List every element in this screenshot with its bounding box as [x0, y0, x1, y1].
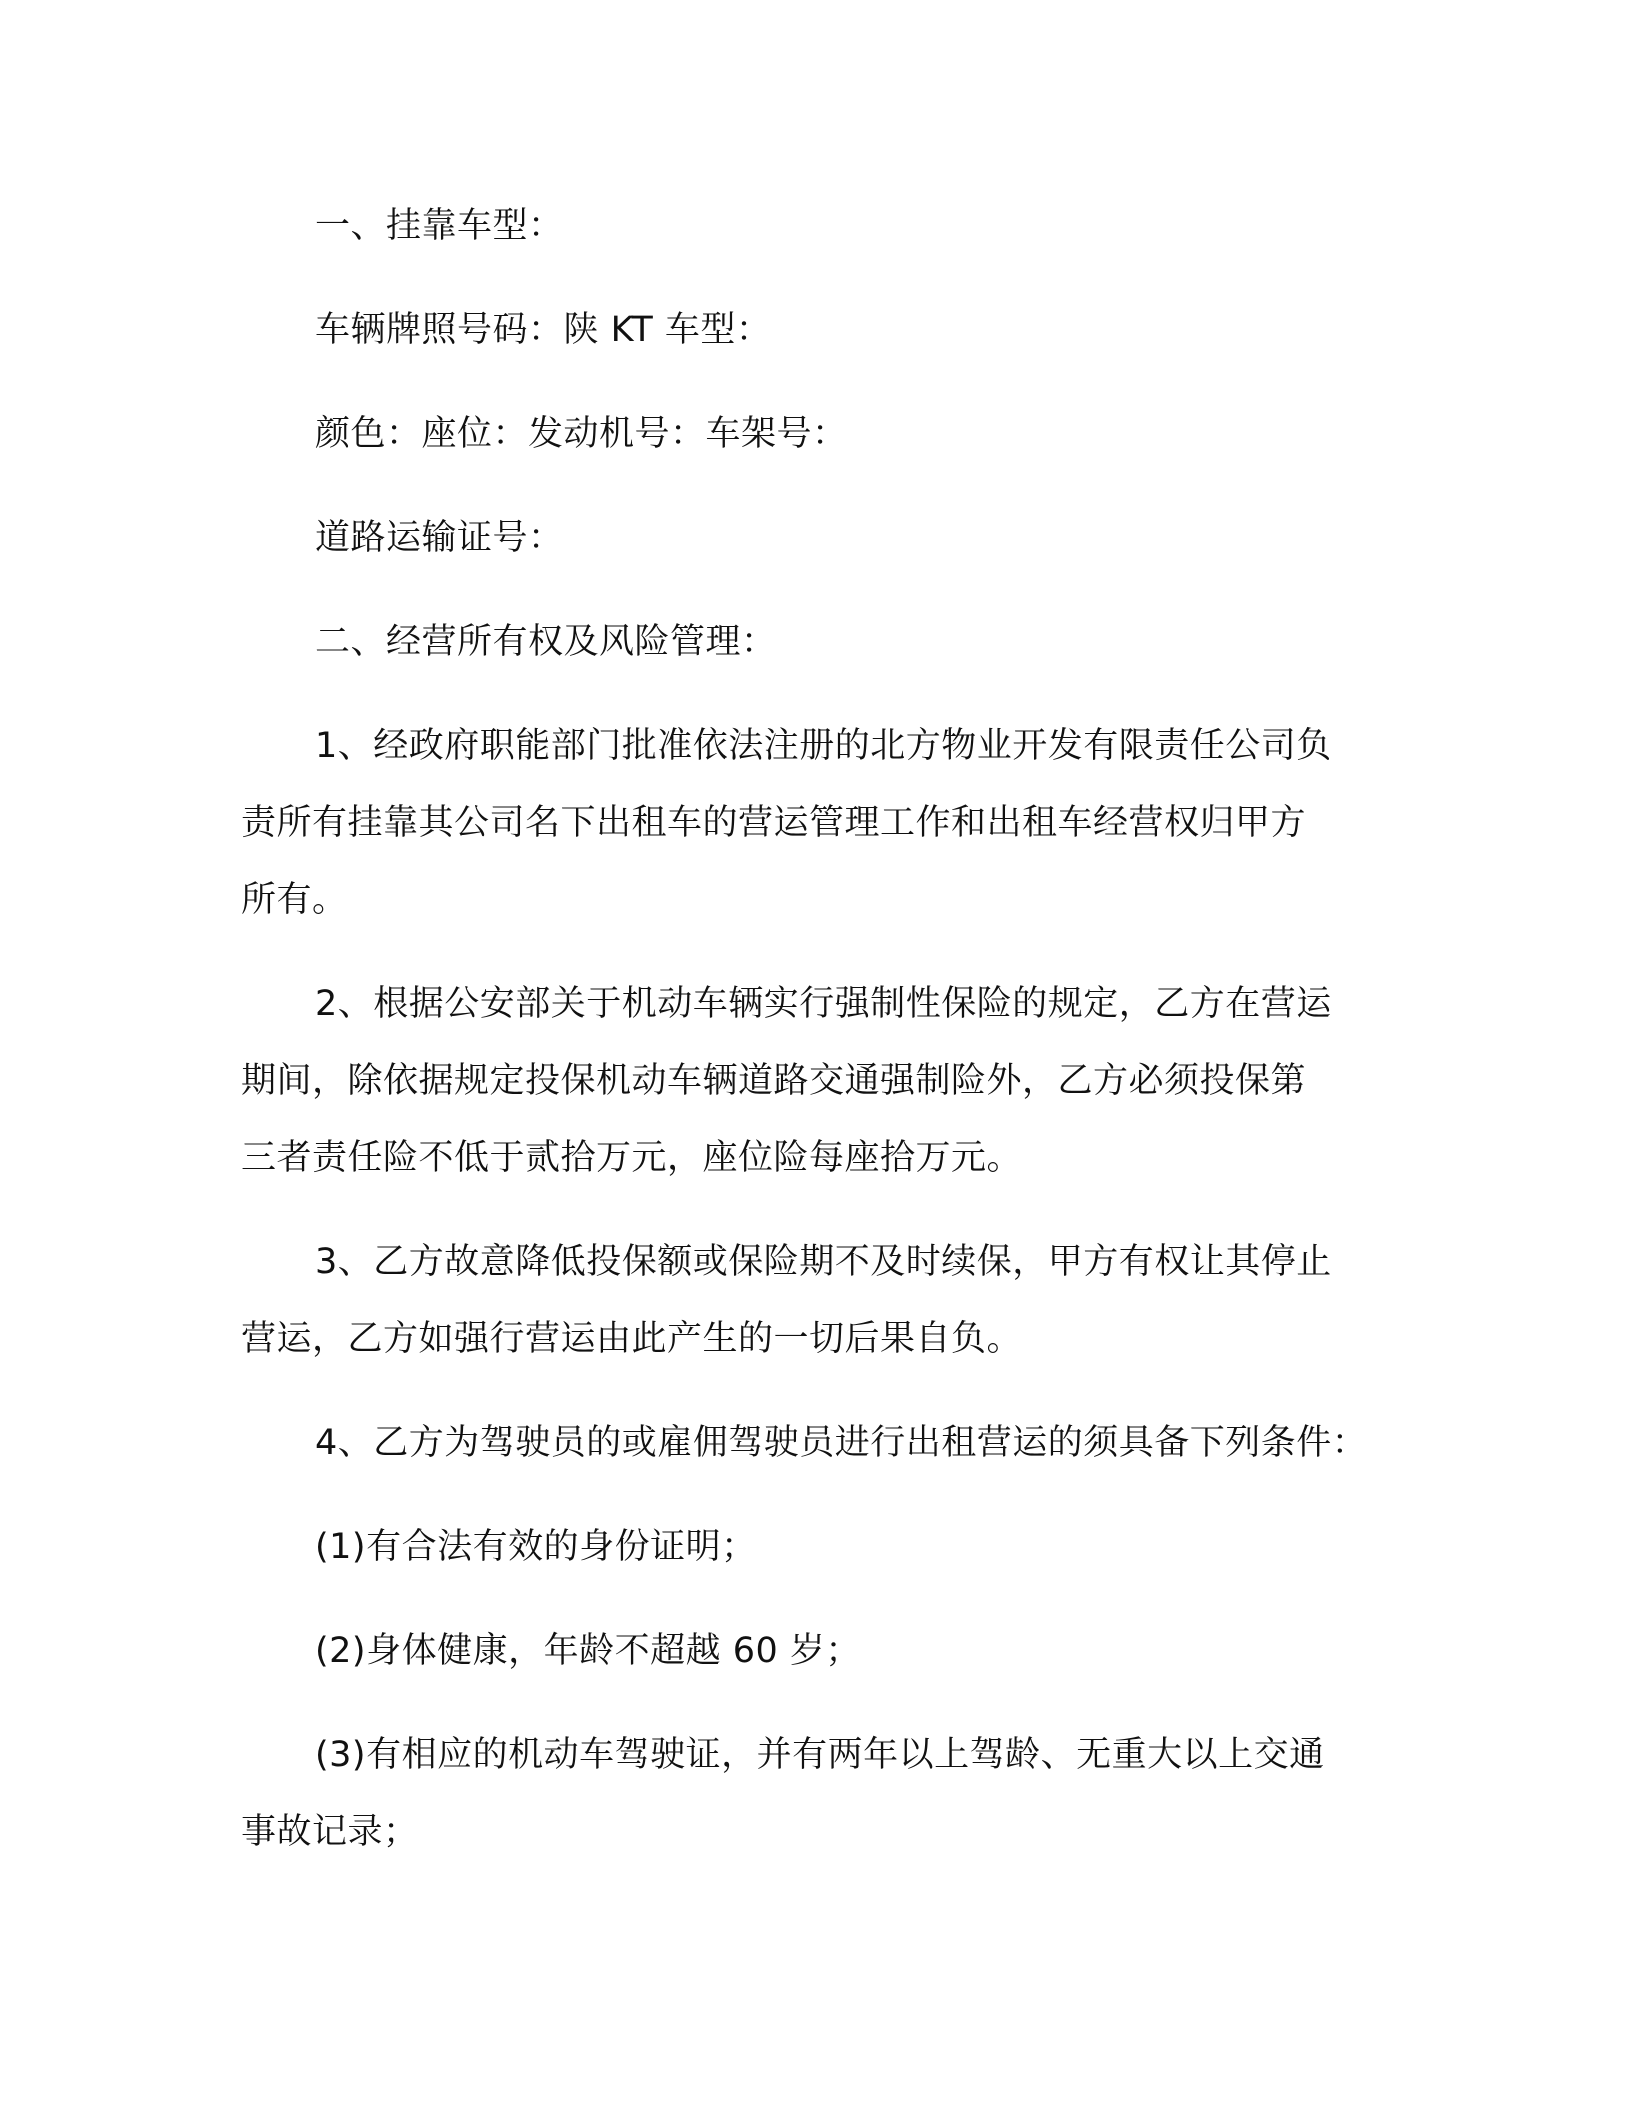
license-plate-line: 车辆牌照号码：陕 KT 车型：	[315, 310, 772, 350]
clause-1-line-2: 责所有挂靠其公司名下出租车的营运管理工作和出租车经营权归甲方	[241, 803, 1307, 843]
clause-3-line-2: 营运，乙方如强行营运由此产生的一切后果自负。	[241, 1319, 1023, 1359]
clause-2-line-2: 期间，除依据规定投保机动车辆道路交通强制险外，乙方必须投保第	[241, 1061, 1307, 1101]
clause-1-line-3: 所有。	[241, 880, 348, 920]
clause-2	[241, 966, 1391, 1197]
clause-1-line-1: 1、经政府职能部门批准依法注册的北方物业开发有限责任公司负	[315, 726, 1332, 766]
clause-2-line-1: 2、根据公安部关于机动车辆实行强制性保险的规定，乙方在营运	[315, 984, 1332, 1024]
clause-3-line-1: 3、乙方故意降低投保额或保险期不及时续保，甲方有权让其停止	[315, 1242, 1332, 1282]
condition-1: (1)有合法有效的身份证明；	[315, 1527, 757, 1567]
transport-permit-line: 道路运输证号：	[315, 518, 564, 558]
clause-2-line-3: 三者责任险不低于贰拾万元，座位险每座拾万元。	[241, 1138, 1023, 1178]
section-heading-ownership-risk: 二、经营所有权及风险管理：	[315, 622, 777, 662]
section-heading-vehicle-type: 一、挂靠车型：	[315, 206, 564, 246]
clause-4: 4、乙方为驾驶员的或雇佣驾驶员进行出租营运的须具备下列条件：	[315, 1423, 1368, 1463]
vehicle-details-line: 颜色：座位：发动机号：车架号：	[315, 414, 848, 454]
condition-3	[241, 1717, 1391, 1871]
condition-2: (2)身体健康，年龄不超越 60 岁；	[315, 1631, 861, 1671]
clause-1	[241, 708, 1391, 939]
document-body	[241, 188, 1391, 1871]
condition-3-line-2: 事故记录；	[241, 1812, 419, 1852]
condition-3-line-1: (3)有相应的机动车驾驶证，并有两年以上驾龄、无重大以上交通	[315, 1735, 1325, 1775]
clause-3	[241, 1224, 1391, 1378]
